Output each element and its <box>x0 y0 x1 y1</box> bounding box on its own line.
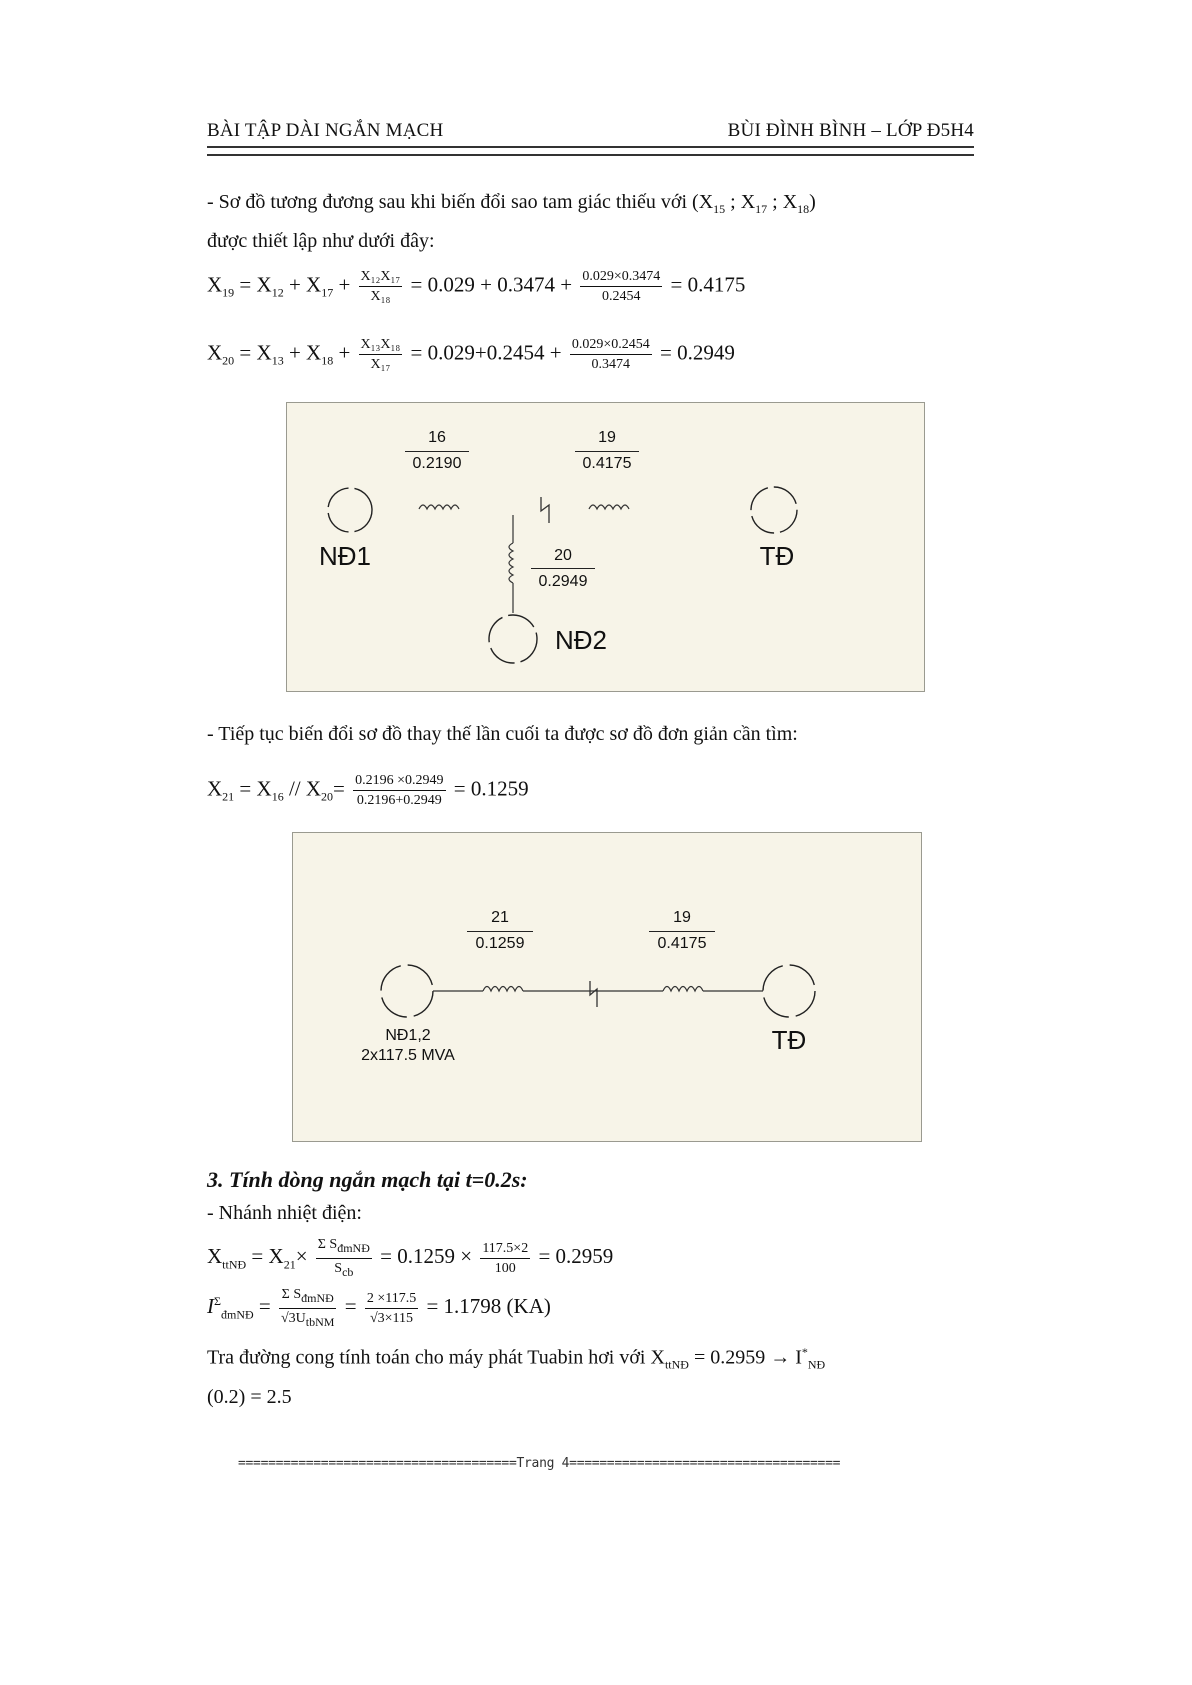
eq5-fraction2 <box>365 1290 418 1327</box>
thermal-branch-label: - Nhánh nhiệt điện: <box>207 1202 362 1224</box>
eq4-frac-den-sub: cb <box>342 1264 354 1279</box>
eq5-frac-num-sub: đmNĐ <box>301 1290 334 1305</box>
lookup-sub2: NĐ <box>807 1357 826 1372</box>
branch19b-number: 19 <box>673 909 691 926</box>
eq1-result: = 0.4175 <box>670 272 746 297</box>
branch21-fraction-line <box>467 931 533 932</box>
equation-x20: $X_{20} = X_{13} + X_{18}$ + $\frac{\text{X₁₃X₁₈}}{\text{X₁₇}}$ = 0.029+0.2454 + $\frac{0.029\times 0.2454}{0.3474}$ = 0.2949 <box>207 337 735 372</box>
eq4-lhs: X <box>207 1244 223 1269</box>
eq5-frac2-den: √3×115 <box>369 1310 414 1326</box>
eq3-frac-num: 0.2196 ×0.2949 <box>353 772 445 791</box>
reactance-19b-icon <box>663 987 703 992</box>
td-label-2: TĐ <box>771 1025 807 1055</box>
eq4-frac-num-sub: đmNĐ <box>337 1240 370 1255</box>
branch16-fraction-line <box>405 451 469 452</box>
eq2-lhs-sub: 20 <box>222 353 235 368</box>
nd12-rating: 2x117.5 MVA <box>361 1047 455 1064</box>
eq3-par-sub: 20 <box>321 789 334 804</box>
equation-idm: $I^\Sigma_{đmNĐ}$ = $\frac{\Sigma S_{đmNĐ}}{√3U_{tbNM}}$ = $\frac{2 \times 117.5}{√3\times 115}$ = 1.1798 (KA) <box>207 1287 551 1329</box>
lookup-sub: ttNĐ <box>664 1357 689 1372</box>
eq1-t1-sub: 12 <box>271 285 284 300</box>
nd2-label: NĐ2 <box>554 625 607 655</box>
branch20-number: 20 <box>554 547 572 564</box>
eq2-frac-num: X₁₃X₁₈ <box>359 336 403 355</box>
eq2-t2-sub: 18 <box>321 353 334 368</box>
nd1-label: NĐ1 <box>318 541 371 571</box>
eq4-frac-num-text: Σ S <box>317 1237 338 1252</box>
eq2-frac-den: X₁₇ <box>370 357 391 372</box>
eq1-fraction <box>359 268 403 305</box>
branch19b-value: 0.4175 <box>657 935 707 952</box>
eq5-frac-den <box>279 1309 336 1331</box>
eq4-fraction <box>316 1236 372 1281</box>
eq2-fraction <box>359 336 403 373</box>
eq4-times: × <box>295 1244 308 1269</box>
sub-15: 15 <box>713 202 726 216</box>
sub-18: 18 <box>797 202 810 216</box>
section-3-heading: 3. Tính dòng ngắn mạch tại t=0.2s: <box>207 1167 528 1192</box>
eq1-t2-sub: 17 <box>321 285 334 300</box>
eq1-lhs-sub: 19 <box>222 285 235 300</box>
eq5-lhs-sup: Σ <box>214 1294 221 1309</box>
diagram2-drawing <box>293 833 921 1141</box>
eq5-fraction <box>279 1286 336 1331</box>
eq1-plus: + X <box>288 272 322 297</box>
eq2-frac2-den: 0.3474 <box>591 357 631 372</box>
eq5-frac-num-text: Σ S <box>281 1287 302 1302</box>
equation-x21: $X_{21} = X_{16} // X_{20}=$ $\frac{0.2196 \times 0.2949}{0.2196+0.2949}$ = 0.1259 <box>207 773 529 808</box>
eq3-lhs-sub: 21 <box>222 789 235 804</box>
eq2-frac2-num: 0.029×0.2454 <box>570 336 652 355</box>
eq3-result: = 0.1259 <box>453 776 529 801</box>
lookup-paragraph <box>207 1336 987 1413</box>
eq3-frac-den: 0.2196+0.2949 <box>356 793 442 808</box>
reactance-21-icon <box>483 987 523 992</box>
eq4-frac-num <box>316 1236 372 1259</box>
eq4-fraction2 <box>480 1240 530 1277</box>
equation-xtt <box>207 1236 613 1281</box>
eq1-frac2-den: 0.2454 <box>602 289 641 304</box>
eq4-eq: = X <box>251 1244 284 1269</box>
lookup-text: Tra đường cong tính toán cho máy phát Tuabin hơi với X <box>207 1346 665 1369</box>
header-divider <box>207 146 974 156</box>
lookup-sup: * <box>801 1345 808 1359</box>
eq4-frac-den <box>316 1259 372 1281</box>
eq3-fraction <box>353 772 445 809</box>
eq3-parallel: // X <box>288 776 322 801</box>
equivalent-circuit-diagram-2 <box>292 832 922 1142</box>
eq4-eq-sub: 21 <box>283 1257 296 1272</box>
branch21-value: 0.1259 <box>475 935 525 952</box>
reactance-16-icon <box>419 505 459 509</box>
eq1-frac-den: X₁₈ <box>370 289 391 304</box>
eq1-expr: = 0.029 + 0.3474 + <box>410 272 573 297</box>
eq2-fraction2 <box>570 336 652 373</box>
equivalent-circuit-diagram-1 <box>286 402 925 692</box>
header-title: BÀI TẬP DÀI NGẮN MẠCH <box>207 120 444 141</box>
eq4-frac2-den: 100 <box>494 1260 516 1276</box>
branch16-number: 16 <box>428 429 446 446</box>
page-footer: =====================================Trang 4==================================== <box>238 1456 841 1471</box>
eq4-lhs-sub: ttNĐ <box>222 1257 247 1272</box>
branch16-value: 0.2190 <box>412 455 462 472</box>
eq4-result: = 0.2959 <box>538 1244 614 1269</box>
eq4-frac2-num: 117.5×2 <box>480 1240 530 1259</box>
eq5-frac-num <box>279 1286 336 1309</box>
eq5-lhs-sub: đmNĐ <box>220 1307 254 1322</box>
td-label-1: TĐ <box>759 541 795 571</box>
branch19-fraction-line <box>575 451 639 452</box>
eq1-mid: = X <box>239 272 272 297</box>
intro-text: - Sơ đồ tương đương sau khi biến đổi sao tam giác thiếu với (X <box>207 191 714 213</box>
eq5-frac-den-sub: tbNM <box>305 1314 335 1329</box>
branch19-value: 0.4175 <box>582 455 632 472</box>
equation-x19: $X_{19} = X_{12} + X_{17}$ + $\frac{\text{X₁₂X₁₇}}{\text{X₁₈}}$ = 0.029 + 0.3474 + $\frac{0.029\times 0.3474}{0.2454}$ = 0.4175 <box>207 269 746 304</box>
nd1-source-icon <box>328 488 372 532</box>
nd12-source-icon <box>381 965 433 1017</box>
eq4-expr: = 0.1259 × <box>380 1244 473 1269</box>
intro-paragraph: - Sơ đồ tương đương sau khi biến đổi sao tam giác thiếu với ($X_{15}$ ; $X_{17}$ ; $X_{18}$) được thiết lập như dưới đây: <box>207 191 816 252</box>
eq2-result: = 0.2949 <box>659 340 735 365</box>
fault-symbol-icon <box>541 497 549 523</box>
branch20-value: 0.2949 <box>538 573 588 590</box>
reactance-19-icon <box>589 505 629 509</box>
eq5-result: = 1.1798 (KA) <box>426 1294 551 1319</box>
td-source-icon <box>751 487 797 533</box>
branch20-fraction-line <box>531 568 595 569</box>
lookup-mid: = 0.2959 → I <box>688 1346 802 1369</box>
transform-paragraph: - Tiếp tục biến đổi sơ đồ thay thế lần cuối ta được sơ đồ đơn giản cần tìm: <box>207 723 798 745</box>
nd2-source-icon <box>489 615 537 663</box>
eq5-lhs: I <box>207 1294 214 1319</box>
branch19-number: 19 <box>598 429 616 446</box>
eq2-expr: = 0.029+0.2454 + <box>410 340 562 365</box>
eq5-frac-den-text: √3U <box>281 1310 306 1326</box>
sub-17: 17 <box>755 202 768 216</box>
branch21-number: 21 <box>491 909 509 926</box>
eq2-t1-sub: 13 <box>271 353 284 368</box>
eq4-frac-den-text: S <box>334 1260 343 1276</box>
eq5-frac2-num: 2 ×117.5 <box>365 1290 418 1309</box>
eq1-frac-num: X₁₂X₁₇ <box>359 268 403 287</box>
header-author: BÙI ĐÌNH BÌNH – LỚP Đ5H4 <box>727 120 974 141</box>
eq3-mid-sub: 16 <box>271 789 284 804</box>
intro-tail: được thiết lập như dưới đây: <box>207 230 435 252</box>
reactance-20-icon <box>509 543 513 583</box>
lookup-result: (0.2) = 2.5 <box>207 1385 292 1408</box>
eq1-fraction2 <box>580 268 662 305</box>
td-source-2-icon <box>763 965 815 1017</box>
nd12-label: NĐ1,2 <box>385 1027 431 1044</box>
branch19b-fraction-line <box>649 931 715 932</box>
eq3-mid: = X <box>239 776 272 801</box>
fault-symbol-2-icon <box>590 981 597 1007</box>
eq1-frac2-num: 0.029×0.3474 <box>580 268 662 287</box>
